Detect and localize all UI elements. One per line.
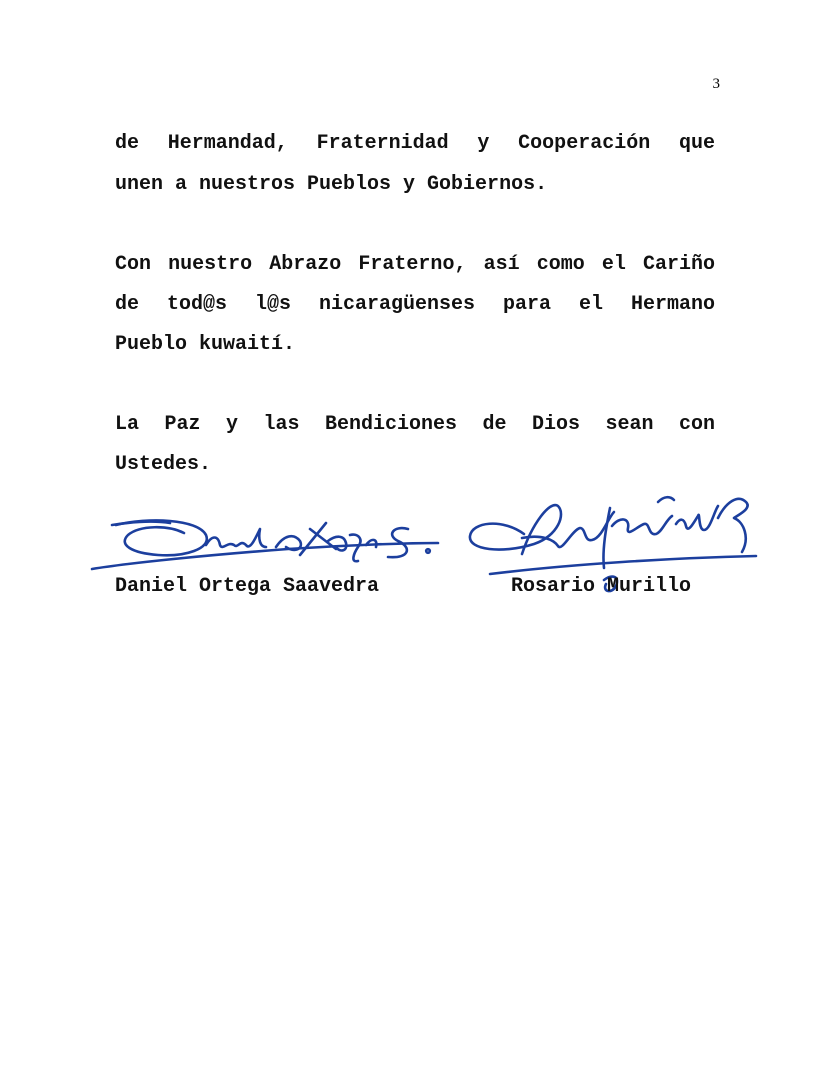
page-number: 3 bbox=[712, 76, 720, 92]
paragraph-3-line-1: La Paz y las Bendiciones de Dios sean con bbox=[115, 413, 715, 436]
signatory-name-rosario-murillo: Rosario Murillo bbox=[511, 575, 692, 598]
paragraph-2-line-2: de tod@s l@s nicaragüenses para el Hermano bbox=[115, 293, 715, 316]
paragraph-3-line-2: Ustedes. bbox=[115, 453, 212, 476]
signature-daniel-ortega bbox=[88, 505, 448, 580]
paragraph-1-line-1: de Hermandad, Fraternidad y Cooperación que bbox=[115, 132, 715, 155]
signatory-name-daniel-ortega: Daniel Ortega Saavedra bbox=[115, 575, 380, 598]
paragraph-1-line-2: unen a nuestros Pueblos y Gobiernos. bbox=[115, 173, 548, 196]
paragraph-2-line-3: Pueblo kuwaití. bbox=[115, 333, 296, 356]
paragraph-2-line-1: Con nuestro Abrazo Fraterno, así como el Cariño bbox=[115, 253, 715, 276]
